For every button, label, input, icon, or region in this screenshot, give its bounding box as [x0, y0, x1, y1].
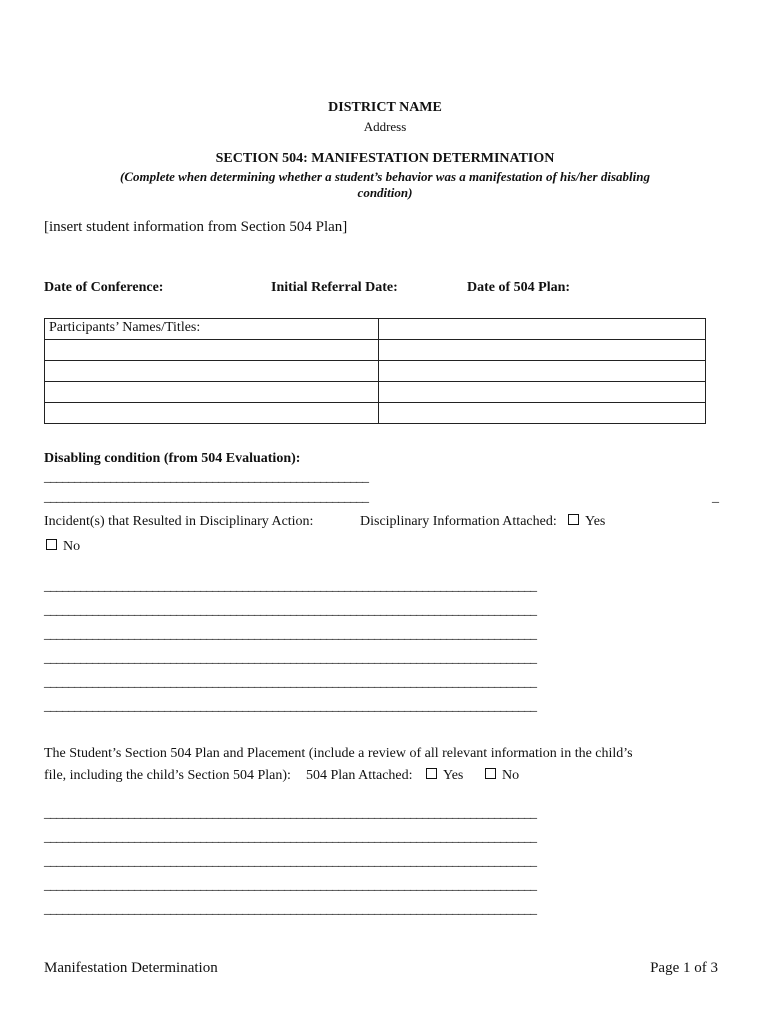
incident-line-6[interactable]: __________________________________________________________________________________ [44, 699, 536, 714]
incidents-label: Incident(s) that Resulted in Disciplinary Action: [44, 514, 314, 529]
disabling-condition-label: Disabling condition (from 504 Evaluation): [44, 451, 301, 466]
table-row [45, 319, 706, 340]
district-address: Address [363, 119, 407, 134]
plan-review-line2: file, including the child’s Section 504 Plan): [44, 768, 291, 783]
yes-label: Yes [585, 514, 606, 529]
participant-cell[interactable] [379, 361, 706, 382]
participants-header-cell: Participants’ Names/Titles: [45, 319, 379, 340]
date-of-504-plan-label: Date of 504 Plan: [467, 280, 571, 295]
checkbox-icon[interactable] [485, 768, 496, 779]
plan-review-line-c[interactable]: __________________________________________________________________________________ [44, 854, 536, 869]
date-of-conference-label: Date of Conference: [44, 280, 164, 295]
incident-line-1[interactable]: __________________________________________________________________________________ [44, 579, 536, 594]
district-name: DISTRICT NAME [328, 100, 442, 115]
plan-attached-no[interactable] [485, 768, 519, 784]
disciplinary-attached-no[interactable] [46, 539, 80, 555]
initial-referral-date-label: Initial Referral Date: [271, 280, 398, 295]
incident-line-3[interactable]: __________________________________________________________________________________ [44, 627, 536, 642]
form-title: SECTION 504: MANIFESTATION DETERMINATION [215, 151, 555, 166]
checkbox-icon[interactable] [46, 539, 57, 550]
table-row [45, 340, 706, 361]
table-row [45, 382, 706, 403]
no-label: No [63, 539, 81, 554]
plan-attached-label: 504 Plan Attached: [306, 768, 413, 783]
incident-line-2[interactable]: __________________________________________________________________________________ [44, 603, 536, 618]
table-row [45, 361, 706, 382]
disciplinary-attached-yes[interactable] [568, 514, 605, 530]
no-label: No [502, 768, 520, 783]
footer-title: Manifestation Determination [44, 960, 218, 976]
student-info-placeholder: [insert student information from Section 504 Plan] [44, 219, 348, 235]
participant-cell[interactable] [45, 361, 379, 382]
incident-line-4[interactable]: __________________________________________________________________________________ [44, 651, 536, 666]
disciplinary-attached-label: Disciplinary Information Attached: [360, 514, 557, 529]
table-row [45, 403, 706, 424]
plan-review-line-d[interactable]: __________________________________________________________________________________ [44, 878, 536, 893]
yes-label: Yes [443, 768, 464, 783]
checkbox-icon[interactable] [426, 768, 437, 779]
participant-cell[interactable] [45, 340, 379, 361]
plan-attached-yes[interactable] [426, 768, 463, 784]
participant-cell[interactable] [379, 403, 706, 424]
plan-review-line1: The Student’s Section 504 Plan and Placement (include a review of all relevant information in the child’s [44, 746, 633, 761]
page-number: Page 1 of 3 [650, 960, 718, 976]
plan-review-line-e[interactable]: __________________________________________________________________________________ [44, 902, 536, 917]
disabling-condition-line-1[interactable]: ______________________________________________________ [44, 470, 368, 485]
plan-review-line-a[interactable]: __________________________________________________________________________________ [44, 806, 536, 821]
disabling-condition-dash: _ [712, 490, 718, 505]
participant-cell[interactable] [379, 319, 706, 340]
form-instructions-line1: (Complete when determining whether a student’s behavior was a manifestation of his/her disabling [120, 169, 650, 184]
participant-cell[interactable] [379, 382, 706, 403]
participant-cell[interactable] [45, 403, 379, 424]
form-instructions-line2: condition) [357, 185, 413, 200]
plan-review-line-b[interactable]: __________________________________________________________________________________ [44, 830, 536, 845]
participants-table [44, 318, 706, 424]
disabling-condition-line-2[interactable]: ______________________________________________________ [44, 490, 368, 505]
participant-cell[interactable] [45, 382, 379, 403]
participant-cell[interactable] [379, 340, 706, 361]
checkbox-icon[interactable] [568, 514, 579, 525]
incident-line-5[interactable]: __________________________________________________________________________________ [44, 675, 536, 690]
